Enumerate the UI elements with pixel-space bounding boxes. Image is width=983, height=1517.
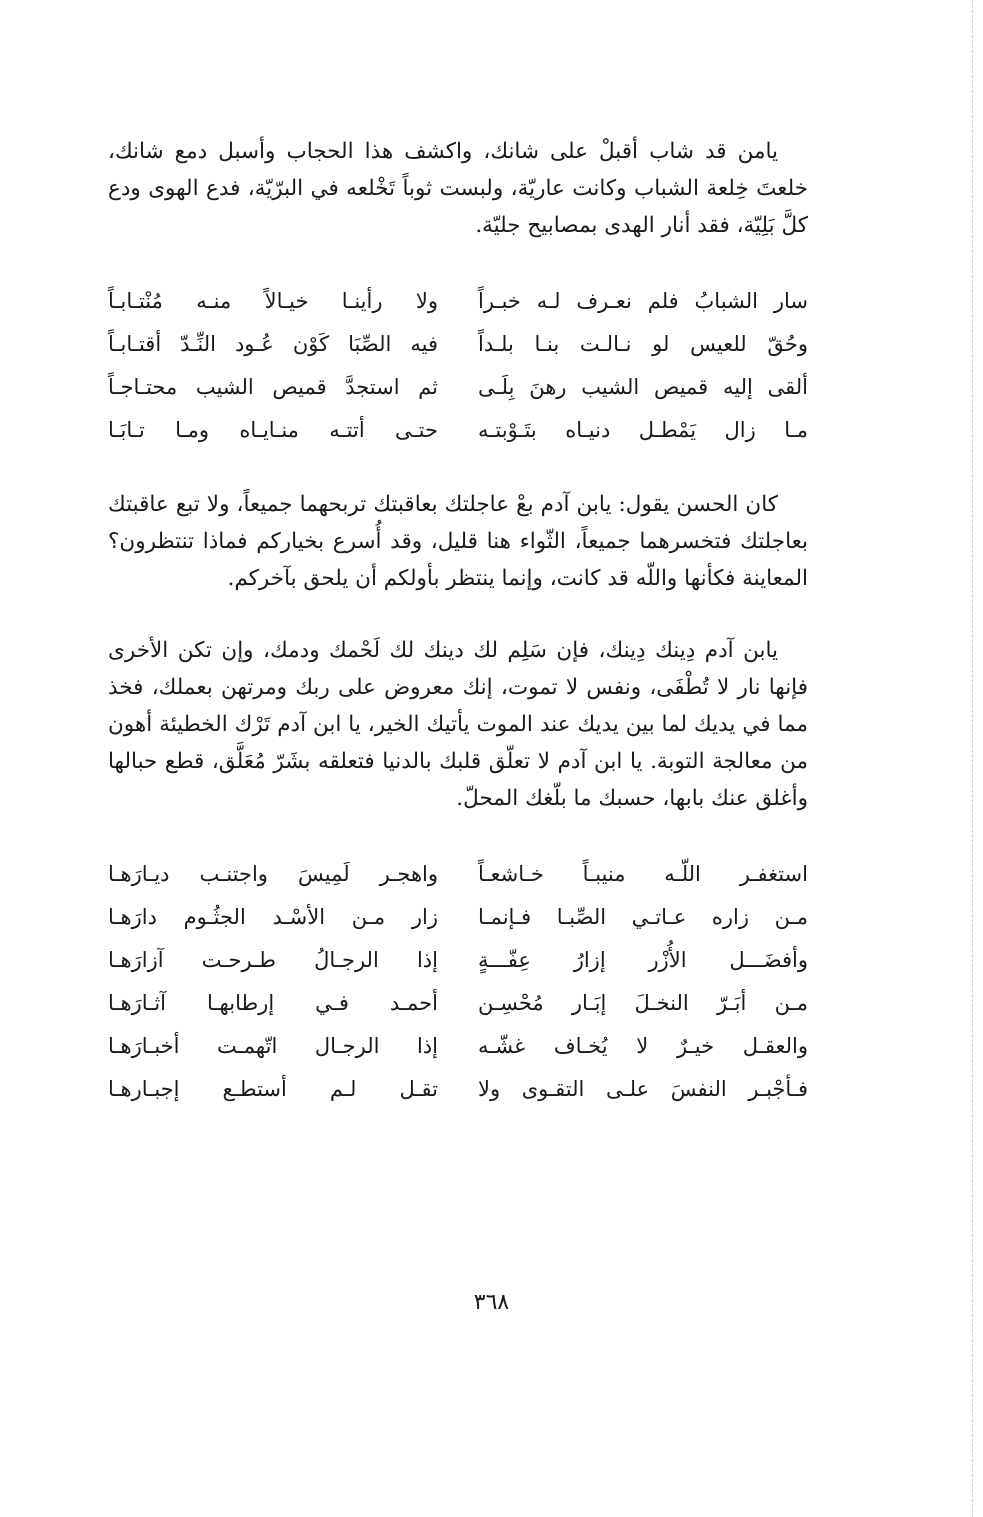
- verse-second-hemistich: فيه الصِّبَا كَوْن عُـود النِّـدّ أقتـابـاً: [108, 331, 438, 356]
- verse-row: [108, 1024, 808, 1067]
- paragraph-2: كان الحسن يقول: يابن آدم بعْ عاجلتك بعاقبتك تربحهما جميعاً، ولا تبع عاقبتك بعاجلتك فتخسرهما جميعاً، الثّواء هنا قليل، وقد أُسرع بخياركم فماذا تنتظرون؟ المعاينة فكأنها واللّه قد كانت، وإنما ينتظر بأولكم أن يلحق بآخركم.: [108, 492, 808, 591]
- verse-second-hemistich: أحمـد فـي إرطابهـا آثـارَهـا: [108, 990, 438, 1015]
- page-number: ٣٦٨: [473, 1290, 510, 1315]
- verse-row: [108, 852, 808, 895]
- verse-second-hemistich: زار مـن الأسْـد الجثُـوم دارَهـا: [108, 904, 438, 929]
- verse-first-hemistich: وحُقّ للعيس لو نـالـت بنـا بلـداً: [478, 331, 808, 356]
- page-content: [108, 133, 808, 1110]
- verse-first-hemistich: مـن أبَـرّ النخـلَ إبَـار مُحْسِـن: [478, 990, 808, 1015]
- paragraph-1: يامن قد شاب أقبلْ على شانك، واكشف هذا الحجاب وأسبل دمع شانك، خلعتَ خِلعة الشباب وكانت عاريّة، ولبست ثوباً تَخْلعه في البرّيّة، فدع الهوى ودع كلَّ بَلِيّة، فقد أنار الهدى بمصابيح جليّة.: [108, 139, 808, 238]
- verse-second-hemistich: إذا الرجـالُ طـرحـت آزارَهـا: [108, 947, 438, 972]
- verse-row: [108, 895, 808, 938]
- verse-second-hemistich: إذا الرجـال اتّهمـت أخبـارَهـا: [108, 1033, 438, 1058]
- verse-second-hemistich: تقـل لـم أستطـع إجبـارهـا: [108, 1076, 438, 1101]
- paragraph-3: يابن آدم دِينك دِينك، فإن سَلِم لك دينك لك لَحْمك ودمك، وإن تكن الأخرى فإنها نار لا تُطْفَى، ونفس لا تموت، إنك معروض على ربك ومرتهن بعملك، فخذ مما في يديك لما بين يديك عند الموت يأتيك الخير، يا ابن آدم تَرْك الخطيئة أهون من معالجة التوبة. يا ابن آدم لا تعلّق قلبك بالدنيا فتعلقه بشَرّ مُعَلَّق، قطع حبالها وأغلق عنك بابها، حسبك ما بلّغك المحلّ.: [108, 638, 808, 811]
- verse-first-hemistich: مـا زال يَمْطـل دنيـاه بتَـوْبتـه: [478, 417, 808, 442]
- verse-second-hemistich: ولا رأينـا خيـالاً منـه مُنْتـابـاً: [108, 288, 438, 313]
- verse-second-hemistich: ثم استجدَّ قميص الشيب محتـاجـاً: [108, 374, 438, 399]
- verse-first-hemistich: سار الشبابُ فلم نعـرف لـه خبـراً: [478, 288, 808, 313]
- verse-row: [108, 938, 808, 981]
- verse-first-hemistich: فـأجْبـر النفسَ علـى التقـوى ولا: [478, 1076, 808, 1101]
- verse-second-hemistich: حتـى أتتـه منـايـاه ومـا تـابَـا: [108, 417, 438, 442]
- verse-row: [108, 279, 808, 322]
- verse-first-hemistich: والعقـل خيـرٌ لا يُخـاف غشّـه: [478, 1033, 808, 1058]
- verse-row: [108, 1067, 808, 1110]
- poem-1: [108, 279, 808, 451]
- verse-row: [108, 981, 808, 1024]
- verse-first-hemistich: استغفـر اللّـه منيبـاً خـاشعـاً: [478, 861, 808, 886]
- verse-first-hemistich: مـن زاره عـاتـي الصِّبـا فـإنمـا: [478, 904, 808, 929]
- verse-row: [108, 365, 808, 408]
- verse-first-hemistich: وأفضَـــل الأُزْر إزارُ عِفّـــةٍ: [478, 947, 808, 972]
- verse-row: [108, 322, 808, 365]
- verse-first-hemistich: ألقى إليه قميص الشيب رهنَ بِلَـى: [478, 374, 808, 399]
- poem-2: [108, 852, 808, 1110]
- verse-row: [108, 408, 808, 451]
- verse-second-hemistich: واهجـر لَمِيسَ واجتنـب ديـارَهـا: [108, 861, 438, 886]
